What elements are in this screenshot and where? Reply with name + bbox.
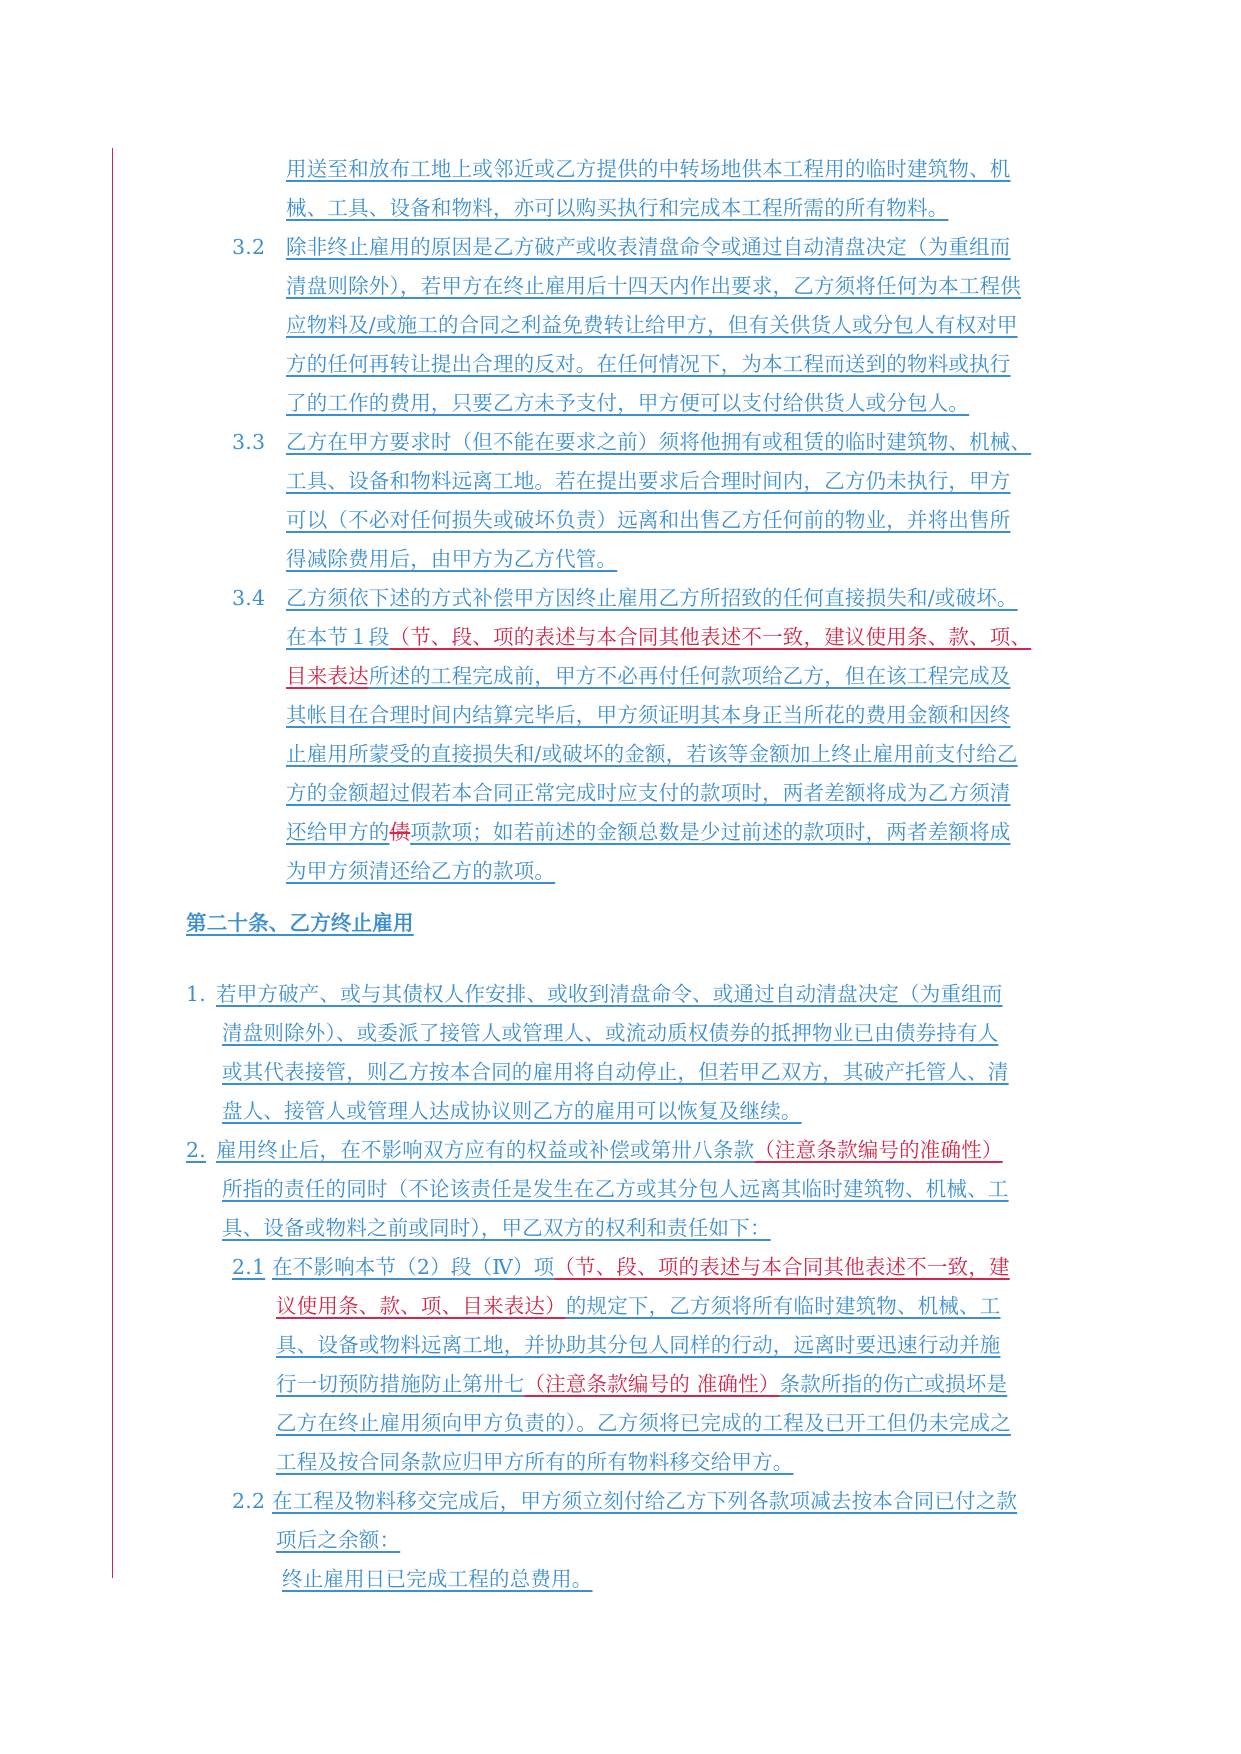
clause-3-3: [232, 423, 1031, 462]
text-line: 所指的责任的同时（不论该责任是发生在乙方或其分包人远离其临时建筑物、机械、工: [222, 1177, 1009, 1201]
text-line: [286, 618, 1031, 657]
text-line: 方的金额超过假若本合同正常完成时应支付的款项时，两者差额将成为乙方须清: [286, 781, 1011, 805]
text-line: 止雇用所蒙受的直接损失和/或破坏的金额，若该等金额加上终止雇用前支付给乙: [286, 742, 1018, 766]
clause-3-2: [232, 228, 1011, 267]
text-line: 可以（不必对任何损失或破坏负责）远离和出售乙方任何前的物业，并将出售所: [286, 508, 1011, 532]
text-line: 除非终止雇用的原因是乙方破产或收表清盘命令或通过自动清盘决定（为重组而: [286, 235, 1011, 259]
text-line: 乙方在终止雇用须向甲方负责的）。乙方须将已完成的工程及已开工但仍未完成之: [276, 1411, 1011, 1435]
text-line: 具、设备或物料之前或同时），甲乙双方的权利和责任如下：: [222, 1216, 771, 1240]
text-line: 了的工作的费用，只要乙方未予支付，甲方便可以支付给供货人或分包人。: [286, 391, 970, 415]
sub-clause-2-2: [232, 1482, 1017, 1521]
text-line: 清盘则除外）、或委派了接管人或管理人、或流动质权债券的抵押物业已由债券持有人: [222, 1021, 999, 1045]
clause-number: 3.3: [232, 430, 266, 454]
text-line: 终止雇用日已完成工程的总费用。: [282, 1567, 593, 1591]
text-line: 乙方须依下述的方式补偿甲方因终止雇用乙方所招致的任何直接损失和/或破坏。: [286, 586, 1018, 610]
text-span: 行一切预防措施防止第卅七: [276, 1372, 525, 1396]
text-line: 其帐目在合理时间内结算完毕后，甲方须证明其本身正当所花的费用金额和因终: [286, 703, 1011, 727]
text-line: 方的任何再转让提出合理的反对。在任何情况下，为本工程而送到的物料或执行: [286, 352, 1011, 376]
text-span: 条款所指的伤亡或损坏是: [779, 1372, 1008, 1396]
text-line: 乙方在甲方要求时（但不能在要求之前）须将他拥有或租赁的临时建筑物、机械、: [286, 430, 1032, 454]
revision-change-bar: [112, 148, 113, 1578]
text-line: [286, 657, 1011, 696]
deleted-text: 债: [389, 820, 411, 844]
text-line: [286, 813, 1011, 852]
article-heading: 第二十条、乙方终止雇用: [186, 911, 414, 935]
clause-number: 2.1: [232, 1255, 266, 1279]
clause-number: 2.2: [232, 1489, 266, 1513]
text-span: 在不影响本节（2）段（Ⅳ）项: [272, 1255, 555, 1279]
text-line: [276, 1365, 1007, 1404]
text-line: 若甲方破产、或与其债权人作安排、或收到清盘命令、或通过自动清盘决定（为重组而: [216, 982, 1003, 1006]
text-line: 或其代表接管，则乙方按本合同的雇用将自动停止，但若甲乙双方，其破产托管人、清: [222, 1060, 1009, 1084]
text-line: [276, 1287, 1001, 1326]
text-span: 在本节１段: [286, 625, 390, 649]
text-line: 工程及按合同条款应归甲方所有的所有物料移交给甲方。: [276, 1450, 794, 1474]
text-line: 为甲方须清还给乙方的款项。: [286, 859, 556, 883]
text-line: 应物料及/或施工的合同之利益免费转让给甲方，但有关供货人或分包人有权对甲: [286, 313, 1018, 337]
review-comment: （注意条款编号的 准确性）: [524, 1372, 780, 1396]
text-span: 的规定下，乙方须将所有临时建筑物、机械、工: [565, 1294, 1001, 1318]
sub-clause-2-1: [232, 1248, 1010, 1287]
review-comment: （节、段、项的表述与本合同其他表述不一致，建议使用条、款、项、: [389, 625, 1032, 649]
paragraph-2: [186, 1131, 1003, 1170]
text-line: 具、设备或物料远离工地，并协助其分包人同样的行动，远离时要迅速行动并施: [276, 1333, 1001, 1357]
text-line: 清盘则除外），若甲方在终止雇用后十四天内作出要求，乙方须将任何为本工程供: [286, 274, 1021, 298]
text-span: 所述的工程完成前，甲方不必再付任何款项给乙方，但在该工程完成及: [368, 664, 1011, 688]
text-line: 工具、设备和物料远离工地。若在提出要求后合理时间内，乙方仍未执行，甲方: [286, 469, 1011, 493]
clause-3-4: [232, 579, 1018, 618]
text-span: 还给甲方的: [286, 820, 390, 844]
text-line: 盘人、接管人或管理人达成协议则乙方的雇用可以恢复及继续。: [222, 1099, 802, 1123]
text-line: 在工程及物料移交完成后，甲方须立刻付给乙方下列各款项减去按本合同已付之款: [272, 1489, 1018, 1513]
text-span: 雇用终止后，在不影响双方应有的权益或补偿或第卅八条款: [216, 1138, 755, 1162]
text-line: 械、工具、设备和物料，亦可以购买执行和完成本工程所需的所有物料。: [286, 196, 949, 220]
paragraph-1: [186, 975, 1003, 1014]
text-line: 用送至和放布工地上或邻近或乙方提供的中转场地供本工程用的临时建筑物、机: [286, 157, 1011, 181]
paragraph-number: 1.: [186, 982, 206, 1006]
text-line: 项后之余额：: [276, 1528, 401, 1552]
text-line: 得减除费用后，由甲方为乙方代管。: [286, 547, 618, 571]
clause-number: 3.4: [232, 586, 266, 610]
review-comment: 目来表达: [286, 664, 369, 688]
review-comment: （节、段、项的表述与本合同其他表述不一致，建: [554, 1255, 1010, 1279]
paragraph-number: 2.: [186, 1138, 206, 1162]
review-comment: 议使用条、款、项、目来表达）: [276, 1294, 566, 1318]
text-span: 项款项；如若前述的金额总数是少过前述的款项时，两者差额将成: [410, 820, 1011, 844]
clause-number: 3.2: [232, 235, 266, 259]
review-comment: （注意条款编号的准确性）: [754, 1138, 1003, 1162]
